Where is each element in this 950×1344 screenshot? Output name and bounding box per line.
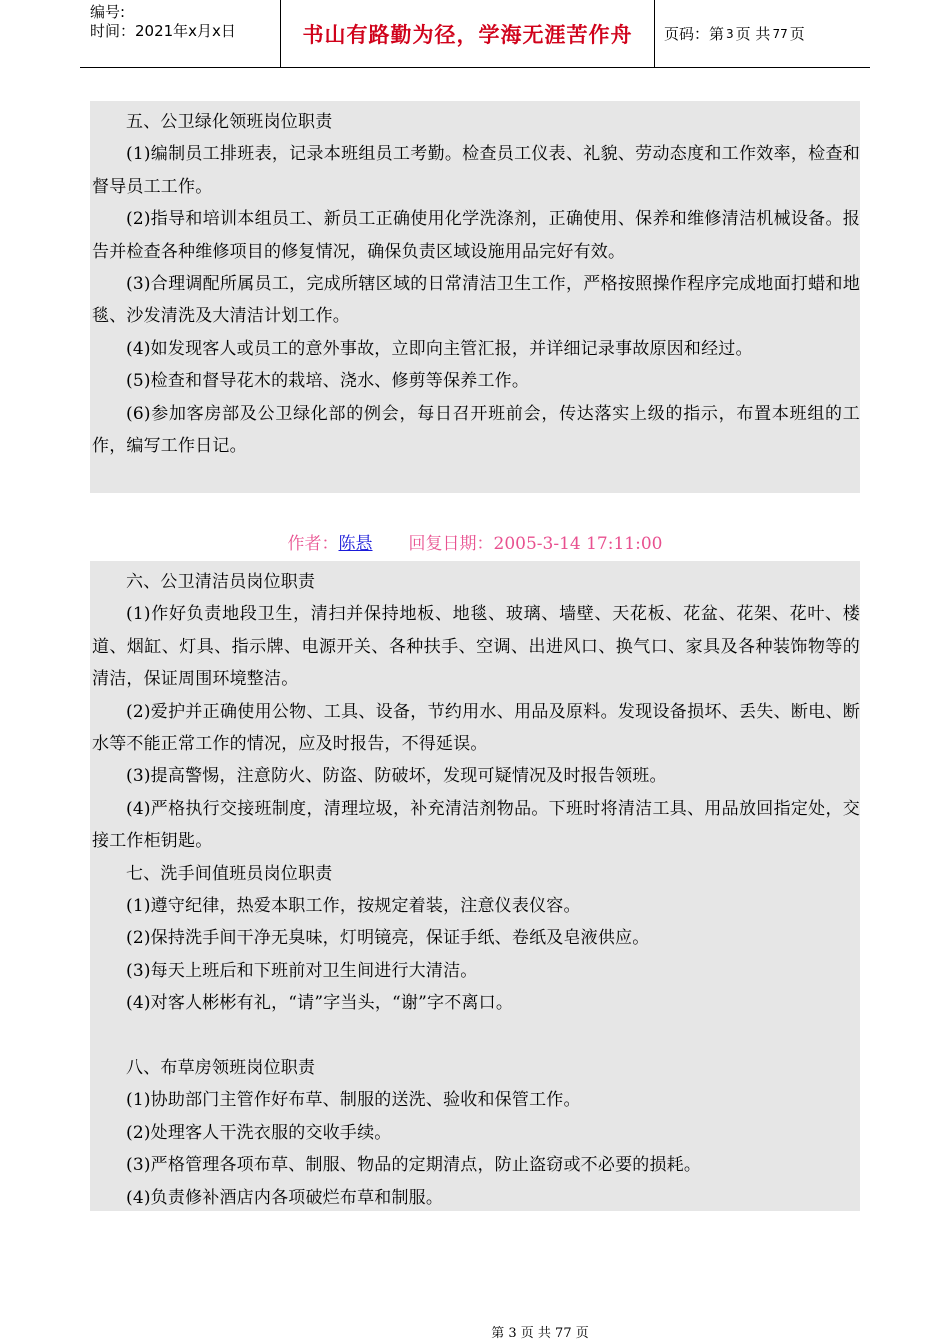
paragraph: (5)检查和督导花木的栽培、浇水、修剪等保养工作。 bbox=[126, 371, 530, 392]
page-number: 3 bbox=[726, 26, 734, 41]
paragraph: (4)负责修补酒店内各项破烂布草和制服。 bbox=[126, 1187, 444, 1208]
paragraph: (6)参加客房部及公卫绿化部的例会，每日召开班前会，传达落实上级的指示，布置本班组的工作，编写工作日记。 bbox=[92, 403, 860, 457]
section-heading: 八、布草房领班岗位职责 bbox=[126, 1058, 316, 1079]
paragraph: (4)如发现客人或员工的意外事故，立即向主管汇报，并详细记录事故原因和经过。 bbox=[126, 338, 753, 359]
page-suffix: 页 bbox=[789, 25, 805, 43]
page-prefix: 页码：第 bbox=[664, 25, 725, 43]
header-number-label: 编号: bbox=[90, 3, 126, 21]
paragraph: (2)指导和培训本组员工、新员工正确使用化学洗涤剂，正确使用、保养和维修清洁机械设备。报告并检查各种维修项目的修复情况，确保负责区域设施用品完好有效。 bbox=[92, 209, 860, 262]
reply-meta bbox=[0, 533, 950, 555]
author-label: 作者： bbox=[287, 534, 339, 554]
paragraph: (3)合理调配所属员工，完成所辖区域的日常清洁卫生工作，严格按照操作程序完成地面打蜡和地毯、沙发清洗及大清洁计划工作。 bbox=[92, 274, 860, 327]
section-6-8-block bbox=[90, 561, 860, 1211]
section-heading: 五、公卫绿化领班岗位职责 bbox=[126, 112, 333, 132]
paragraph: (3)每天上班后和下班前对卫生间进行大清洁。 bbox=[126, 960, 478, 981]
paragraph: (1)作好负责地段卫生，清扫并保持地板、地毯、玻璃、墙壁、天花板、花盆、花架、花叶、楼道、烟缸、灯具、指示牌、电源开关、各种扶手、空调、出进风口、换气口、家具及各种装饰物等的清洁，保证周围环境整洁。 bbox=[92, 604, 860, 690]
paragraph: (4)对客人彬彬有礼，“请”字当头，“谢”字不离口。 bbox=[126, 993, 514, 1014]
reply-date-label: 回复日期： bbox=[408, 534, 494, 554]
paragraph: (1)协助部门主管作好布草、制服的送洗、验收和保管工作。 bbox=[126, 1090, 581, 1111]
header-motto: 书山有路勤为径，学海无涯苦作舟 bbox=[281, 0, 655, 67]
blank-line bbox=[92, 1020, 860, 1052]
paragraph: (1)编制员工排班表，记录本班组员工考勤。检查员工仪表、礼貌、劳动态度和工作效率，检查和督导员工工作。 bbox=[92, 144, 860, 197]
header-meta bbox=[80, 0, 281, 67]
paragraph: (2)保持洗手间干净无臭味，灯明镜亮，保证手纸、卷纸及皂液供应。 bbox=[126, 928, 650, 949]
page-footer: 第 3 页 共 77 页 bbox=[491, 1326, 589, 1341]
page-mid: 页 共 bbox=[735, 25, 771, 43]
paragraph: (2)爱护并正确使用公物、工具、设备，节约用水、用品及原料。发现设备损坏、丢失、断电、断水等不能正常工作的情况，应及时报告，不得延误。 bbox=[92, 701, 860, 755]
paragraph: (3)严格管理各项布草、制服、物品的定期清点，防止盗窃或不必要的损耗。 bbox=[126, 1155, 702, 1176]
paragraph: (2)处理客人干洗衣服的交收手续。 bbox=[126, 1122, 392, 1143]
paragraph: (1)遵守纪律，热爱本职工作，按规定着装，注意仪表仪容。 bbox=[126, 896, 581, 917]
section-5-block bbox=[90, 101, 860, 493]
page-header bbox=[80, 0, 870, 68]
section-heading: 六、公卫清洁员岗位职责 bbox=[126, 572, 316, 592]
page-total: 77 bbox=[772, 26, 788, 41]
section-heading: 七、洗手间值班员岗位职责 bbox=[126, 863, 333, 884]
header-page-info bbox=[655, 0, 870, 67]
paragraph: (4)严格执行交接班制度，清理垃圾，补充清洁剂物品。下班时将清洁工具、用品放回指定处，交接工作柜钥匙。 bbox=[92, 798, 860, 852]
reply-date: 2005-3-14 17:11:00 bbox=[493, 534, 663, 554]
author-link[interactable]: 陈悬 bbox=[338, 534, 373, 554]
header-time-label: 时间：2021年x月x日 bbox=[90, 22, 236, 40]
paragraph: (3)提高警惕，注意防火、防盗、防破坏，发现可疑情况及时报告领班。 bbox=[126, 766, 667, 787]
